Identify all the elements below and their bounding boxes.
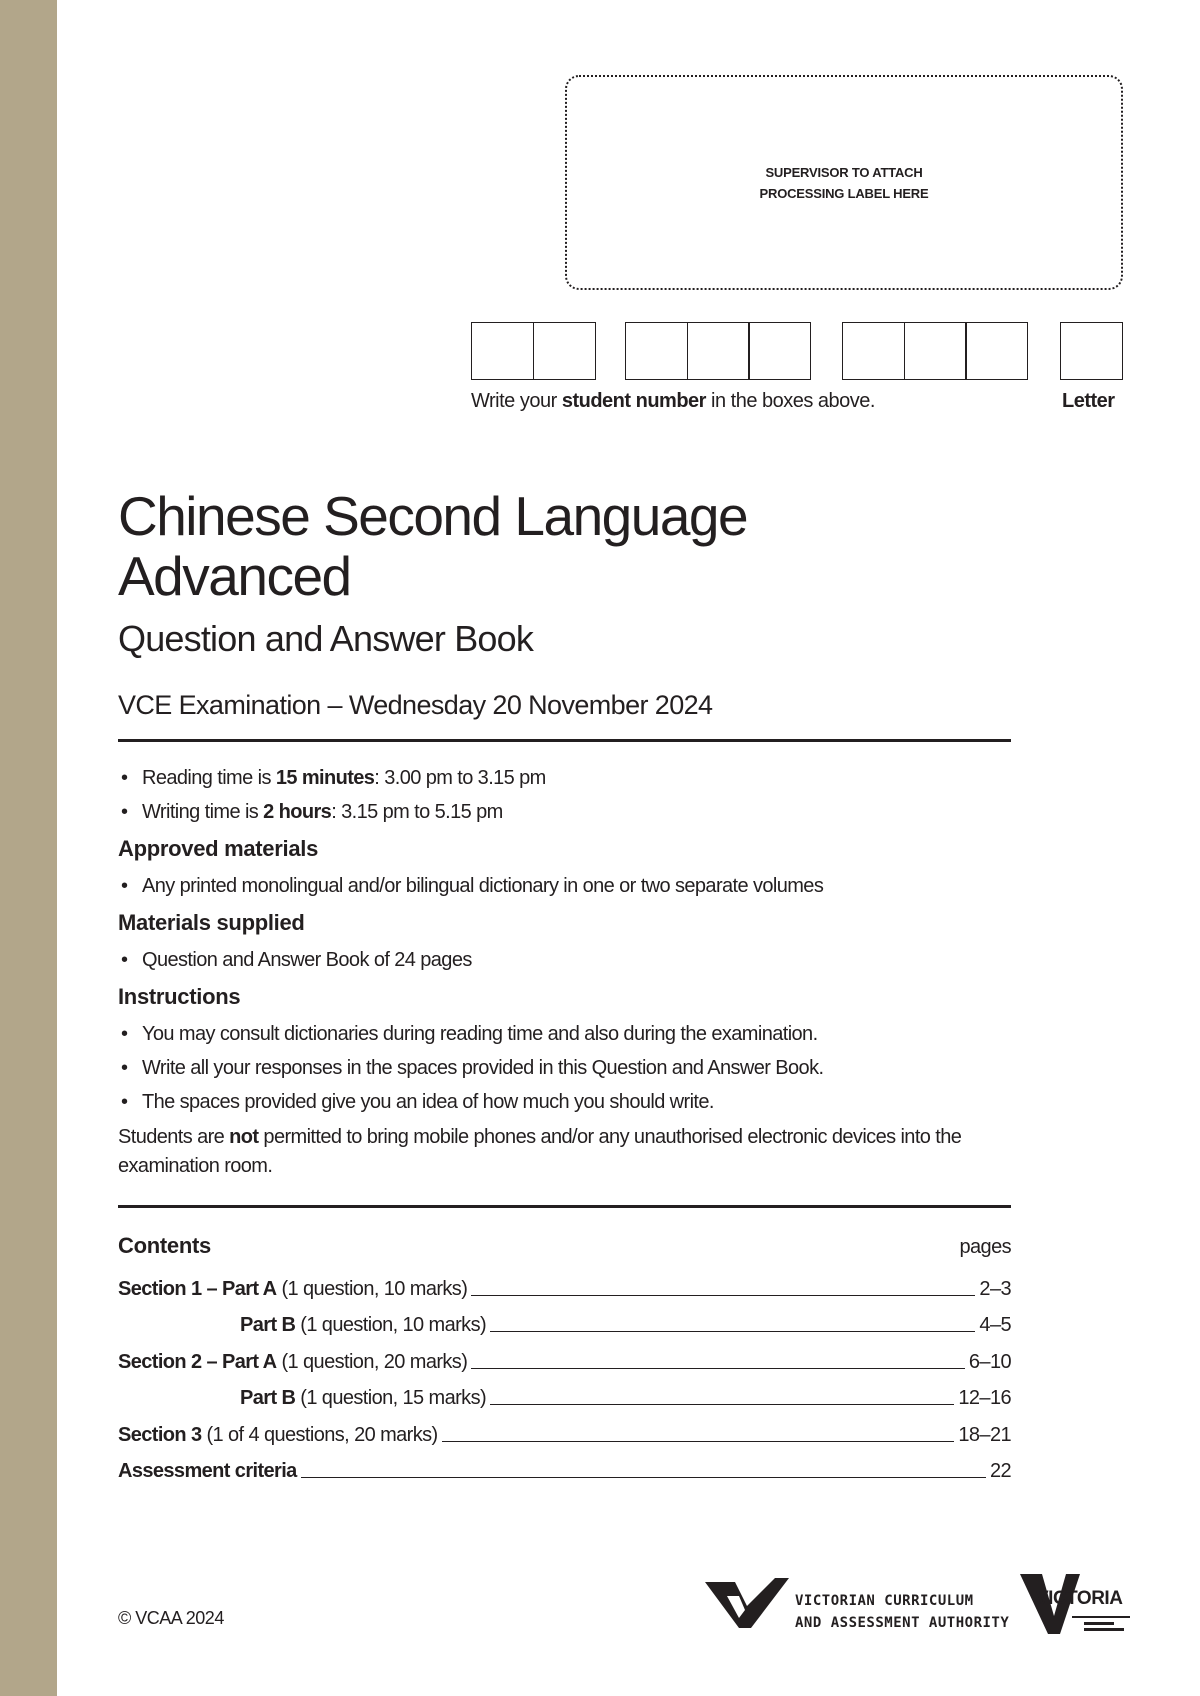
vcaa-tick-logo-icon <box>705 1576 795 1632</box>
label-area-line2: PROCESSING LABEL HERE <box>759 185 929 201</box>
contents-header <box>118 1233 1011 1267</box>
vcaa-wordmark: VICTORIAN CURRICULUM AND ASSESSMENT AUTHORITY <box>795 1593 1010 1631</box>
toc-row: Part B (1 question, 10 marks) 4–5 <box>118 1304 1011 1341</box>
contents-heading: Contents <box>118 1233 211 1258</box>
page-subtitle: Question and Answer Book <box>118 618 534 659</box>
toc-pages: 2–3 <box>979 1277 1011 1300</box>
bottom-divider <box>118 1205 1011 1208</box>
cover-spine-band <box>0 0 57 1696</box>
label-area-line1: SUPERVISOR TO ATTACH <box>765 164 923 180</box>
student-number-group-1 <box>471 322 594 380</box>
student-number-box[interactable] <box>471 322 534 380</box>
pages-label: pages <box>959 1236 1011 1258</box>
toc-pages: 4–5 <box>979 1314 1011 1336</box>
student-number-group-2 <box>625 322 810 380</box>
materials-supplied-heading: Materials supplied <box>118 910 305 935</box>
student-number-group-3 <box>842 322 1027 380</box>
student-number-box[interactable] <box>748 322 811 380</box>
page-title <box>118 486 747 606</box>
copyright-notice: © VCAA 2024 <box>118 1608 224 1628</box>
student-number-box[interactable] <box>842 322 905 380</box>
toc-leader-line <box>301 1477 986 1478</box>
toc-row: Section 3 (1 of 4 questions, 20 marks) 18–21 <box>118 1413 1011 1450</box>
approved-materials-item: • Any printed monolingual and/or bilingual dictionary in one or two separate volumes <box>118 869 1011 903</box>
instructions-heading: Instructions <box>118 984 241 1009</box>
top-divider <box>118 739 1011 742</box>
student-letter-group <box>1060 322 1122 380</box>
toc-row: Assessment criteria 22 <box>118 1450 1011 1487</box>
processing-label-area <box>565 75 1123 290</box>
writing-time-item: • Writing time is 2 hours: 3.15 pm to 5.15 pm <box>118 795 1011 829</box>
toc-row: Section 1 – Part A (1 question, 10 marks) 2–3 <box>118 1267 1011 1304</box>
victoria-wordmark: VICTORIA <box>1036 1588 1123 1609</box>
toc-row: Section 2 – Part A (1 question, 20 marks) 6–10 <box>118 1340 1011 1377</box>
contents-table <box>118 1233 1011 1486</box>
student-letter-box[interactable] <box>1060 322 1123 380</box>
toc-pages: 12–16 <box>958 1387 1011 1409</box>
devices-notice: Students are not permitted to bring mobile phones and/or any unauthorised electronic devices into the examination room. <box>118 1126 962 1177</box>
toc-leader-line <box>471 1368 965 1369</box>
toc-pages: 6–10 <box>968 1350 1011 1373</box>
student-number-box[interactable] <box>965 322 1028 380</box>
exam-information <box>118 761 1011 1181</box>
toc-pages: 18–21 <box>958 1423 1011 1446</box>
instruction-item: • You may consult dictionaries during reading time and also during the examination. <box>118 1017 1011 1051</box>
approved-materials-heading: Approved materials <box>118 836 319 861</box>
title-line2: Advanced <box>118 545 351 607</box>
toc-leader-line <box>490 1331 975 1332</box>
exam-date-line: VCE Examination – Wednesday 20 November 2024 <box>118 690 713 720</box>
letter-caption: Letter <box>1062 390 1115 412</box>
toc-leader-line <box>490 1404 954 1405</box>
instruction-item: • The spaces provided give you an idea of how much you should write. <box>118 1085 1011 1119</box>
reading-time-item: • Reading time is 15 minutes: 3.00 pm to 3.15 pm <box>118 761 1011 795</box>
toc-leader-line <box>471 1295 975 1296</box>
student-number-box[interactable] <box>687 322 750 380</box>
student-number-box[interactable] <box>533 322 596 380</box>
student-number-box[interactable] <box>904 322 967 380</box>
student-number-caption: Write your student number in the boxes above. <box>471 390 875 412</box>
title-line1: Chinese Second Language <box>118 485 748 547</box>
instruction-item: • Write all your responses in the spaces provided in this Question and Answer Book. <box>118 1051 1011 1085</box>
toc-row: Part B (1 question, 15 marks) 12–16 <box>118 1377 1011 1414</box>
materials-supplied-item: • Question and Answer Book of 24 pages <box>118 943 1011 977</box>
toc-leader-line <box>442 1441 955 1442</box>
toc-pages: 22 <box>989 1460 1011 1482</box>
student-number-box[interactable] <box>625 322 688 380</box>
